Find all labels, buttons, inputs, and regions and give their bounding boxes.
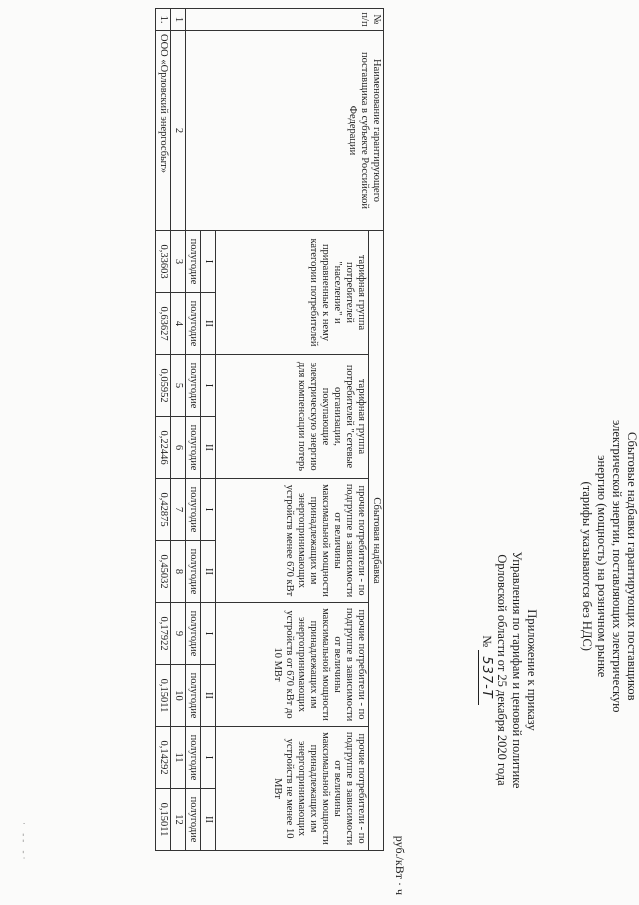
col-name-header: Наименование гарантирующего поставщика в субъекте Российской Федерации bbox=[186, 31, 384, 231]
order-number-line bbox=[479, 500, 494, 840]
index-cell: 9 bbox=[171, 603, 186, 665]
group-population: тарифная группа потребителей "население" и приравненные к нему категории потребителей bbox=[216, 231, 369, 355]
half-label: I bbox=[201, 603, 216, 665]
period-label: полугодие bbox=[186, 603, 201, 665]
document-title bbox=[579, 420, 639, 712]
title-line-4: (тарифы указываются без НДС) bbox=[580, 481, 594, 651]
table-row bbox=[156, 9, 171, 851]
half-label: II bbox=[201, 417, 216, 479]
order-number-handwritten: 537-Т bbox=[478, 650, 494, 704]
date-line: Орловской области от 25 декабря 2020 года bbox=[495, 554, 509, 786]
period-label: полугодие bbox=[186, 665, 201, 727]
group-670kw-10mw: прочие потребители - по подгруппе в зависимости от величины максимальной мощности принадлежащих им энергопринимающих устройств от 670 кВт до 10 МВт bbox=[216, 603, 369, 727]
order-reference bbox=[479, 500, 539, 840]
half-label: II bbox=[201, 541, 216, 603]
index-cell: 1 bbox=[171, 9, 186, 31]
half-label: I bbox=[201, 727, 216, 789]
value-cell: 0,45032 bbox=[156, 541, 171, 603]
value-cell: 0,15011 bbox=[156, 789, 171, 851]
index-cell: 7 bbox=[171, 479, 186, 541]
appendix-line: Приложение к приказу bbox=[525, 609, 539, 731]
surcharge-group-header: Сбытовая надбавка bbox=[369, 231, 384, 851]
index-cell: 4 bbox=[171, 293, 186, 355]
group-under-670kw: прочие потребители - по подгруппе в зависимости от величины максимальной мощности принадлежащих им энергопринимающих устройств менее 670 кВт bbox=[216, 479, 369, 603]
half-label: II bbox=[201, 293, 216, 355]
supplier-name: ООО «Орловский энергосбыт» bbox=[156, 31, 171, 231]
index-cell: 10 bbox=[171, 665, 186, 727]
half-label: II bbox=[201, 665, 216, 727]
period-label: полугодие bbox=[186, 293, 201, 355]
value-cell: 0,05952 bbox=[156, 355, 171, 417]
index-cell: 12 bbox=[171, 789, 186, 851]
value-cell: 0,14292 bbox=[156, 727, 171, 789]
value-cell: 0,63627 bbox=[156, 293, 171, 355]
period-label: полугодие bbox=[186, 355, 201, 417]
tariff-table bbox=[155, 8, 384, 851]
period-label: полугодие bbox=[186, 727, 201, 789]
period-label: полугодие bbox=[186, 789, 201, 851]
value-cell: 0,22446 bbox=[156, 417, 171, 479]
group-over-10mw: прочие потребители - по подгруппе в зависимости от величины максимальной мощности принадлежащих им энергопринимающих устройств не менее 10 МВт bbox=[216, 727, 369, 851]
index-cell: 3 bbox=[171, 231, 186, 293]
col-num-header: № п/п bbox=[186, 9, 384, 31]
title-line-2: электрической энергии, поставляющих электрическую bbox=[610, 420, 624, 713]
value-cell: 0,17922 bbox=[156, 603, 171, 665]
row-number: 1. bbox=[156, 9, 171, 31]
value-cell: 0,33603 bbox=[156, 231, 171, 293]
index-cell: 8 bbox=[171, 541, 186, 603]
title-line-1: Сбытовые надбавки гарантирующих поставщиков bbox=[625, 431, 639, 701]
index-cell: 11 bbox=[171, 727, 186, 789]
group-network-orgs: тарифная группа потребителей "сетевые организации, покупающие электрическую энергию для компенсации потерь bbox=[216, 355, 369, 479]
units-label: руб./кВт · ч bbox=[393, 835, 407, 895]
half-label: II bbox=[201, 789, 216, 851]
half-label: I bbox=[201, 231, 216, 293]
value-cell: 0,42875 bbox=[156, 479, 171, 541]
title-line-3: энергию (мощность) на розничном рынке bbox=[595, 455, 609, 678]
period-label: полугодие bbox=[186, 417, 201, 479]
department-line: Управления по тарифам и ценовой политике bbox=[510, 551, 524, 789]
order-prefix: № bbox=[480, 635, 494, 648]
index-cell: 5 bbox=[171, 355, 186, 417]
column-index-row bbox=[171, 9, 186, 851]
half-label: I bbox=[201, 479, 216, 541]
period-label: полугодие bbox=[186, 479, 201, 541]
value-cell: 0,15011 bbox=[156, 665, 171, 727]
half-label: I bbox=[201, 355, 216, 417]
period-label: полугодие bbox=[186, 231, 201, 293]
margin-scribble: · -- -· bbox=[19, 822, 29, 863]
index-cell: 6 bbox=[171, 417, 186, 479]
header-row-top bbox=[369, 9, 384, 851]
period-label: полугодие bbox=[186, 541, 201, 603]
index-cell: 2 bbox=[171, 31, 186, 231]
